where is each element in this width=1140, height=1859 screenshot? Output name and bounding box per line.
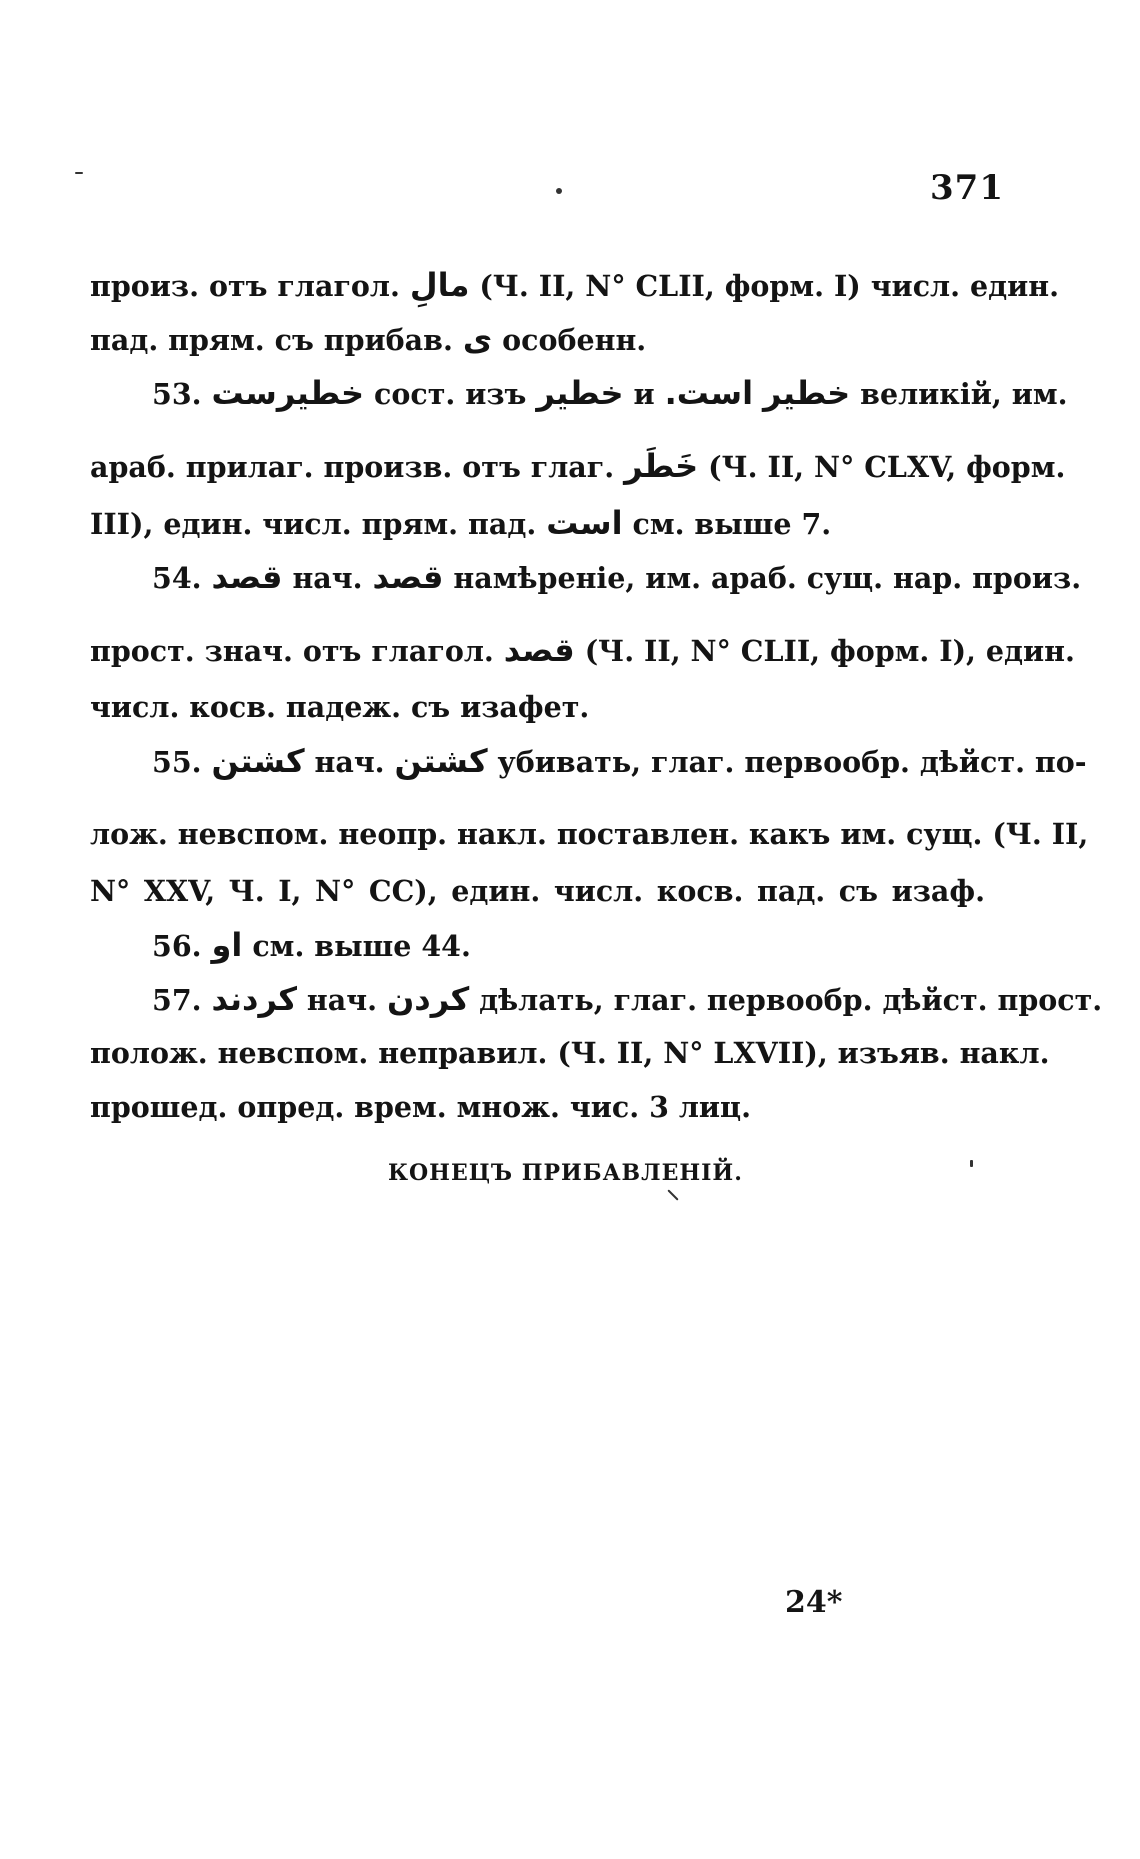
- text-line: [90, 680, 985, 734]
- text-run: III), един. числ. прям. пад.: [90, 507, 537, 541]
- text-run: прошед. опред. врем. множ. чис. 3 лиц.: [90, 1090, 752, 1124]
- text-run: см. выше 7.: [632, 507, 832, 541]
- text-run: убивать, глаг. первообр. дѣйст. по-: [497, 745, 1087, 779]
- entry-number: 56.: [152, 929, 202, 963]
- arabic-word: ى: [462, 320, 493, 358]
- text-line: [90, 918, 985, 972]
- text-line: [90, 864, 985, 918]
- arabic-word: قصد: [211, 558, 283, 596]
- text-line: [90, 788, 1089, 864]
- entry-number: 53.: [152, 377, 202, 411]
- text-line: [90, 258, 1060, 312]
- text-run: и: [633, 377, 655, 411]
- text-line: [90, 1080, 985, 1134]
- text-line: [90, 734, 1087, 788]
- body-text: [90, 258, 1103, 1134]
- arabic-word: او: [211, 926, 243, 964]
- page-number: 371: [930, 168, 1004, 208]
- text-run: великій, им.: [860, 377, 1068, 411]
- text-line: [90, 496, 985, 550]
- print-speck: [667, 1189, 678, 1200]
- text-run: см. выше 44.: [252, 929, 471, 963]
- text-run: сост. изъ: [374, 377, 527, 411]
- print-speck: [970, 1160, 973, 1167]
- arabic-word: كشتن: [394, 742, 488, 780]
- signature-mark: 24*: [785, 1585, 843, 1620]
- text-run: (Ч. II, N° CLII, форм. I), един.: [584, 634, 1075, 668]
- text-run: нач.: [292, 561, 363, 595]
- arabic-word: است: [546, 504, 623, 542]
- arabic-word: خطيرست: [211, 374, 365, 412]
- entry-number: 54.: [152, 561, 202, 595]
- text-line: [90, 604, 1075, 680]
- text-run: нач.: [306, 983, 378, 1017]
- text-run: дѣлать, глаг. первообр. дѣйст. прост.: [479, 983, 1103, 1017]
- text-line: [90, 550, 1082, 604]
- end-title: КОНЕЦЪ ПРИБАВЛЕНІЙ.: [388, 1160, 743, 1186]
- arabic-word: قصد: [503, 631, 575, 669]
- text-run: (Ч. II, N° CLII, форм. I) числ. един.: [479, 269, 1060, 303]
- text-run: (Ч. II, N° CLXV, форм.: [708, 450, 1066, 484]
- text-run: лож. невспом. неопр. накл. поставлен. какъ им. сущ. (Ч. II,: [90, 817, 1089, 851]
- text-run: N° XXV, Ч. I, N° CC), един. числ. косв. пад. съ изаф.: [90, 874, 985, 908]
- text-run: особенн.: [502, 323, 647, 357]
- arabic-word: خطير: [536, 374, 624, 412]
- arabic-word: كشتن: [211, 742, 305, 780]
- text-run: араб. прилаг. произв. отъ глаг.: [90, 450, 615, 484]
- text-line: [90, 1026, 1050, 1080]
- arabic-word: قصد: [372, 558, 444, 596]
- entry-number: 57.: [152, 983, 202, 1017]
- text-line: [90, 420, 1066, 496]
- text-run: нач.: [314, 745, 385, 779]
- arabic-word: خَطَر: [624, 447, 699, 485]
- text-line: [90, 312, 985, 366]
- text-run: полож. невспом. неправил. (Ч. II, N° LXVII), изъяв. накл.: [90, 1036, 1050, 1070]
- arabic-word: كردن: [386, 980, 470, 1018]
- print-speck: [75, 172, 83, 174]
- text-run: прост. знач. отъ глагол.: [90, 634, 494, 668]
- arabic-word: كردند: [211, 980, 297, 1018]
- entry-number: 55.: [152, 745, 202, 779]
- text-run: числ. косв. падеж. съ изафет.: [90, 690, 590, 724]
- text-run: намѣреніе, им. араб. сущ. нар. произ.: [453, 561, 1082, 595]
- arabic-word: است.: [664, 374, 754, 412]
- arabic-word: مالِ: [409, 266, 470, 304]
- text-run: произ. отъ глагол.: [90, 269, 400, 303]
- print-speck: [556, 188, 562, 194]
- text-run: пад. прям. съ прибав.: [90, 323, 453, 357]
- text-line: [90, 366, 1068, 420]
- text-line: [90, 972, 1103, 1026]
- arabic-word: خطير: [763, 374, 851, 412]
